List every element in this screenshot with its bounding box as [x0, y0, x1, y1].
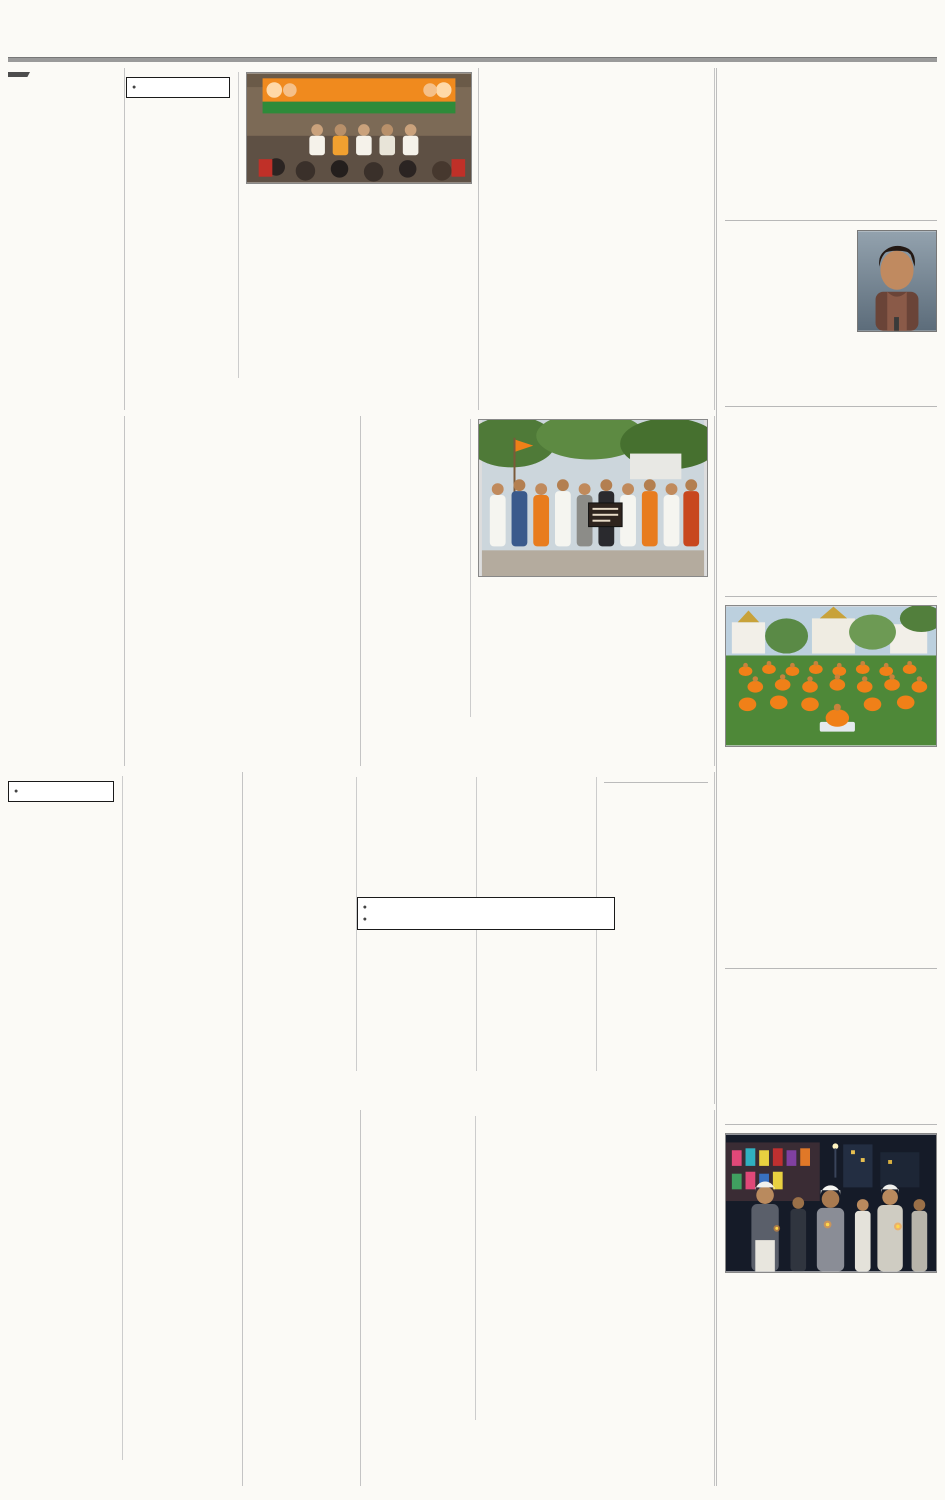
article-vidyut-rahat	[8, 772, 243, 1486]
article-bjp	[126, 68, 479, 410]
candle-march-photo	[725, 1133, 937, 1273]
header-rule	[8, 57, 937, 62]
bjp-left-column	[126, 72, 230, 378]
right-column-band	[716, 68, 937, 1486]
govansh-bullet-1	[363, 901, 610, 914]
vidyut-rahat-col2	[122, 776, 236, 1460]
bjp-meeting-photo	[246, 72, 472, 184]
article-haq	[725, 220, 937, 402]
govansh-bullet-2	[363, 913, 610, 926]
briefs-label	[8, 72, 30, 77]
aloo-body-area	[362, 1116, 708, 1420]
article-yuvak	[725, 406, 937, 592]
article-aloo	[362, 1110, 715, 1486]
bjp-subhead-box	[132, 81, 136, 92]
vidyut-rahat-col1	[8, 776, 114, 1460]
bangladesh-protest-photo	[478, 419, 708, 577]
bangladesh-left-column	[362, 419, 462, 717]
article-mashisa	[725, 968, 937, 1120]
dm-portrait-photo	[857, 230, 937, 332]
article-board	[244, 1110, 361, 1486]
content-grid	[8, 68, 937, 1486]
article-govansh	[244, 772, 715, 1104]
bangladesh-right-area	[470, 419, 708, 717]
govansh-bullet-box	[357, 897, 616, 930]
article-vidyut-sakhi	[8, 68, 125, 410]
article-lar-khelkud	[480, 68, 715, 410]
article-bangladesh	[362, 416, 715, 766]
bjp-right-area	[238, 72, 472, 378]
article-thailand	[725, 596, 937, 964]
article-pensioners	[725, 68, 937, 216]
article-hadsa	[8, 416, 125, 766]
article-shramjivi	[126, 416, 361, 766]
govansh-col1	[244, 777, 348, 1071]
vidyut-rahat-subhead-box	[14, 785, 18, 796]
page-header	[8, 6, 937, 56]
monks-photo	[725, 605, 937, 747]
article-guards	[604, 782, 708, 787]
article-sambhal	[725, 1124, 937, 1486]
